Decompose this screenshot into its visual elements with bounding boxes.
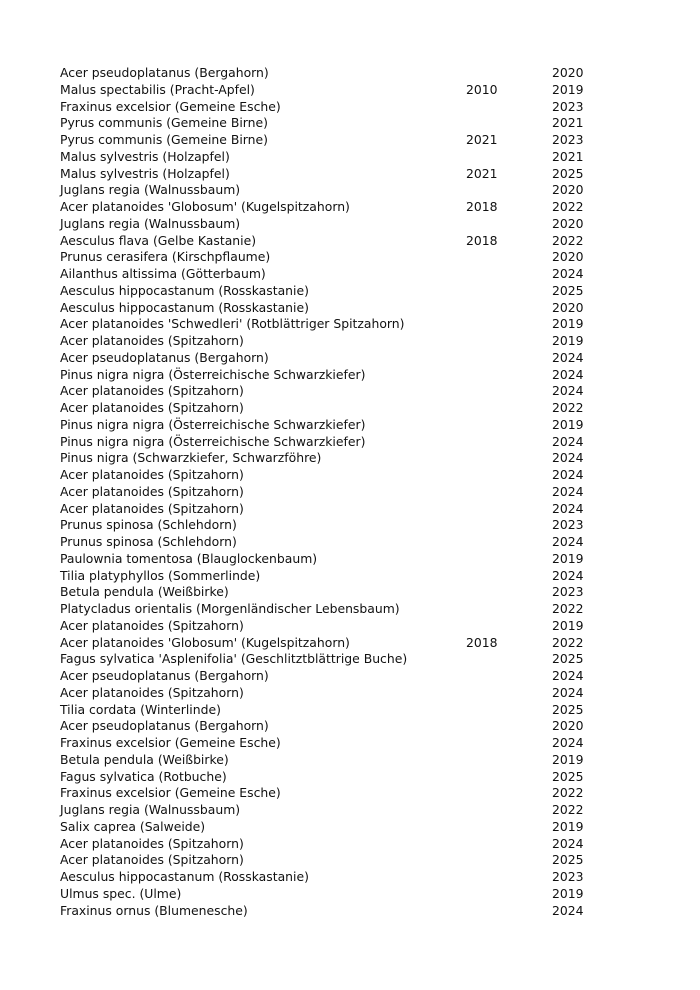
tree-name: Betula pendula (Weißbirke) (60, 751, 229, 767)
inspection-year: 2019 (552, 885, 584, 901)
inspection-year: 2024 (552, 835, 584, 851)
table-row (60, 769, 650, 786)
inspection-year: 2024 (552, 450, 584, 466)
table-row (60, 434, 650, 451)
inspection-year: 2024 (552, 483, 584, 499)
table-row (60, 333, 650, 350)
tree-name: Acer pseudoplatanus (Bergahorn) (60, 349, 269, 365)
table-row (60, 819, 650, 836)
table-row (60, 802, 650, 819)
inspection-year: 2023 (552, 869, 584, 884)
tree-name: Acer pseudoplatanus (Bergahorn) (60, 718, 269, 734)
table-row (60, 785, 650, 802)
inspection-year: 2020 (552, 249, 584, 265)
inspection-year: 2024 (552, 668, 584, 683)
inspection-year: 2022 (552, 634, 584, 650)
planted-year: 2018 (466, 232, 498, 248)
inspection-year: 2022 (552, 232, 584, 248)
tree-name: Fraxinus excelsior (Gemeine Esche) (60, 735, 281, 750)
table-row (60, 233, 650, 250)
inspection-year: 2024 (552, 567, 584, 583)
inspection-year: 2024 (552, 383, 584, 399)
tree-name: Acer pseudoplatanus (Bergahorn) (60, 668, 269, 683)
tree-name: Ailanthus altissima (Götterbaum) (60, 266, 266, 281)
tree-name: Betula pendula (Weißbirke) (60, 584, 229, 600)
inspection-year: 2024 (552, 266, 584, 281)
inspection-year: 2022 (552, 400, 584, 415)
table-row (60, 568, 650, 585)
table-row (60, 534, 650, 551)
planted-year: 2010 (466, 81, 498, 97)
tree-table (60, 65, 650, 919)
inspection-year: 2025 (552, 651, 584, 667)
tree-name: Aesculus hippocastanum (Rosskastanie) (60, 282, 309, 298)
table-row (60, 300, 650, 317)
table-row (60, 601, 650, 618)
inspection-year: 2025 (552, 768, 584, 784)
inspection-year: 2024 (552, 366, 584, 382)
tree-name: Paulownia tomentosa (Blauglockenbaum) (60, 550, 318, 566)
table-row (60, 283, 650, 300)
inspection-year: 2024 (552, 902, 584, 918)
inspection-year: 2023 (552, 584, 584, 600)
table-row (60, 852, 650, 869)
table-row (60, 400, 650, 417)
tree-name: Tilia platyphyllos (Sommerlinde) (60, 567, 261, 583)
table-row (60, 635, 650, 652)
tree-name: Malus sylvestris (Holzapfel) (60, 165, 230, 181)
tree-name: Fraxinus ornus (Blumenesche) (60, 902, 248, 918)
table-row (60, 668, 650, 685)
tree-name: Acer platanoides (Spitzahorn) (60, 684, 244, 700)
inspection-year: 2021 (552, 148, 584, 164)
tree-name: Salix caprea (Salweide) (60, 818, 206, 834)
planted-year: 2018 (466, 199, 498, 214)
inspection-year: 2024 (552, 500, 584, 516)
tree-name: Pyrus communis (Gemeine Birne) (60, 115, 268, 131)
tree-name: Fagus sylvatica (Rotbuche) (60, 768, 227, 784)
table-row (60, 735, 650, 752)
table-row (60, 467, 650, 484)
tree-name: Pyrus communis (Gemeine Birne) (60, 132, 268, 147)
tree-name: Fraxinus excelsior (Gemeine Esche) (60, 98, 281, 114)
table-row (60, 367, 650, 384)
tree-name: Acer platanoides (Spitzahorn) (60, 852, 244, 868)
inspection-year: 2022 (552, 601, 584, 616)
planted-year: 2021 (466, 165, 498, 181)
inspection-year: 2025 (552, 282, 584, 298)
table-row (60, 115, 650, 132)
table-row (60, 132, 650, 149)
table-row (60, 618, 650, 635)
inspection-year: 2020 (552, 215, 584, 231)
inspection-year: 2022 (552, 802, 584, 817)
table-row (60, 182, 650, 199)
inspection-year: 2020 (552, 65, 584, 80)
tree-name: Malus spectabilis (Pracht-Apfel) (60, 81, 255, 97)
tree-name: Malus sylvestris (Holzapfel) (60, 148, 230, 164)
tree-name: Acer pseudoplatanus (Bergahorn) (60, 65, 269, 80)
tree-name: Pinus nigra nigra (Österreichische Schwarzkiefer) (60, 416, 366, 432)
table-row (60, 149, 650, 166)
inspection-year: 2021 (552, 115, 584, 131)
inspection-year: 2024 (552, 735, 584, 750)
table-row (60, 551, 650, 568)
table-row (60, 484, 650, 501)
table-row (60, 903, 650, 920)
inspection-year: 2019 (552, 550, 584, 566)
tree-name: Prunus spinosa (Schlehdorn) (60, 534, 237, 549)
tree-name: Acer platanoides (Spitzahorn) (60, 500, 244, 516)
table-row (60, 249, 650, 266)
tree-name: Pinus nigra nigra (Österreichische Schwarzkiefer) (60, 366, 366, 382)
tree-name: Acer platanoides (Spitzahorn) (60, 467, 244, 482)
table-row (60, 651, 650, 668)
table-row (60, 702, 650, 719)
table-row (60, 752, 650, 769)
tree-name: Acer platanoides (Spitzahorn) (60, 835, 244, 851)
inspection-year: 2024 (552, 349, 584, 365)
tree-name: Aesculus hippocastanum (Rosskastanie) (60, 869, 309, 884)
tree-name: Acer platanoides (Spitzahorn) (60, 400, 244, 415)
tree-name: Aesculus hippocastanum (Rosskastanie) (60, 299, 309, 315)
table-row (60, 886, 650, 903)
inspection-year: 2024 (552, 684, 584, 700)
table-row (60, 350, 650, 367)
tree-name: Juglans regia (Walnussbaum) (60, 182, 241, 198)
tree-name: Juglans regia (Walnussbaum) (60, 802, 241, 817)
table-row (60, 316, 650, 333)
inspection-year: 2025 (552, 701, 584, 717)
tree-name: Acer platanoides 'Globosum' (Kugelspitzahorn) (60, 199, 350, 214)
tree-name: Prunus cerasifera (Kirschpflaume) (60, 249, 271, 265)
tree-name: Acer platanoides 'Schwedleri' (Rotblättriger Spitzahorn) (60, 316, 405, 332)
table-row (60, 383, 650, 400)
inspection-year: 2019 (552, 416, 584, 432)
table-row (60, 450, 650, 467)
inspection-year: 2019 (552, 818, 584, 834)
tree-name: Ulmus spec. (Ulme) (60, 885, 182, 901)
inspection-year: 2019 (552, 751, 584, 767)
inspection-year: 2019 (552, 316, 584, 332)
inspection-year: 2024 (552, 433, 584, 449)
inspection-year: 2023 (552, 132, 584, 147)
inspection-year: 2019 (552, 81, 584, 97)
tree-name: Acer platanoides 'Globosum' (Kugelspitzahorn) (60, 634, 350, 650)
table-row (60, 417, 650, 434)
table-row (60, 584, 650, 601)
planted-year: 2018 (466, 634, 498, 650)
table-row (60, 166, 650, 183)
tree-name: Fagus sylvatica 'Asplenifolia' (Geschlitztblättrige Buche) (60, 651, 408, 667)
tree-name: Aesculus flava (Gelbe Kastanie) (60, 232, 257, 248)
table-row (60, 216, 650, 233)
table-row (60, 501, 650, 518)
inspection-year: 2023 (552, 517, 584, 533)
table-row (60, 869, 650, 886)
tree-name: Platycladus orientalis (Morgenländischer Lebensbaum) (60, 601, 400, 616)
inspection-year: 2025 (552, 165, 584, 181)
tree-name: Acer platanoides (Spitzahorn) (60, 483, 244, 499)
inspection-year: 2022 (552, 199, 584, 214)
table-row (60, 65, 650, 82)
table-row (60, 685, 650, 702)
table-row (60, 266, 650, 283)
tree-name: Acer platanoides (Spitzahorn) (60, 333, 244, 348)
inspection-year: 2024 (552, 534, 584, 549)
table-row (60, 82, 650, 99)
inspection-year: 2023 (552, 98, 584, 114)
table-row (60, 199, 650, 216)
tree-name: Tilia cordata (Winterlinde) (60, 701, 221, 717)
planted-year: 2021 (466, 132, 498, 147)
tree-name: Pinus nigra (Schwarzkiefer, Schwarzföhre) (60, 450, 322, 466)
tree-name: Fraxinus excelsior (Gemeine Esche) (60, 785, 281, 801)
table-row (60, 99, 650, 116)
tree-name: Juglans regia (Walnussbaum) (60, 215, 241, 231)
inspection-year: 2019 (552, 617, 584, 633)
tree-name: Acer platanoides (Spitzahorn) (60, 617, 244, 633)
tree-name: Prunus spinosa (Schlehdorn) (60, 517, 237, 533)
inspection-year: 2020 (552, 182, 584, 198)
inspection-year: 2022 (552, 785, 584, 801)
inspection-year: 2019 (552, 333, 584, 348)
table-row (60, 517, 650, 534)
tree-name: Pinus nigra nigra (Österreichische Schwarzkiefer) (60, 433, 366, 449)
inspection-year: 2020 (552, 299, 584, 315)
inspection-year: 2020 (552, 718, 584, 734)
table-row (60, 836, 650, 853)
table-row (60, 718, 650, 735)
inspection-year: 2024 (552, 467, 584, 482)
tree-name: Acer platanoides (Spitzahorn) (60, 383, 244, 399)
inspection-year: 2025 (552, 852, 584, 868)
